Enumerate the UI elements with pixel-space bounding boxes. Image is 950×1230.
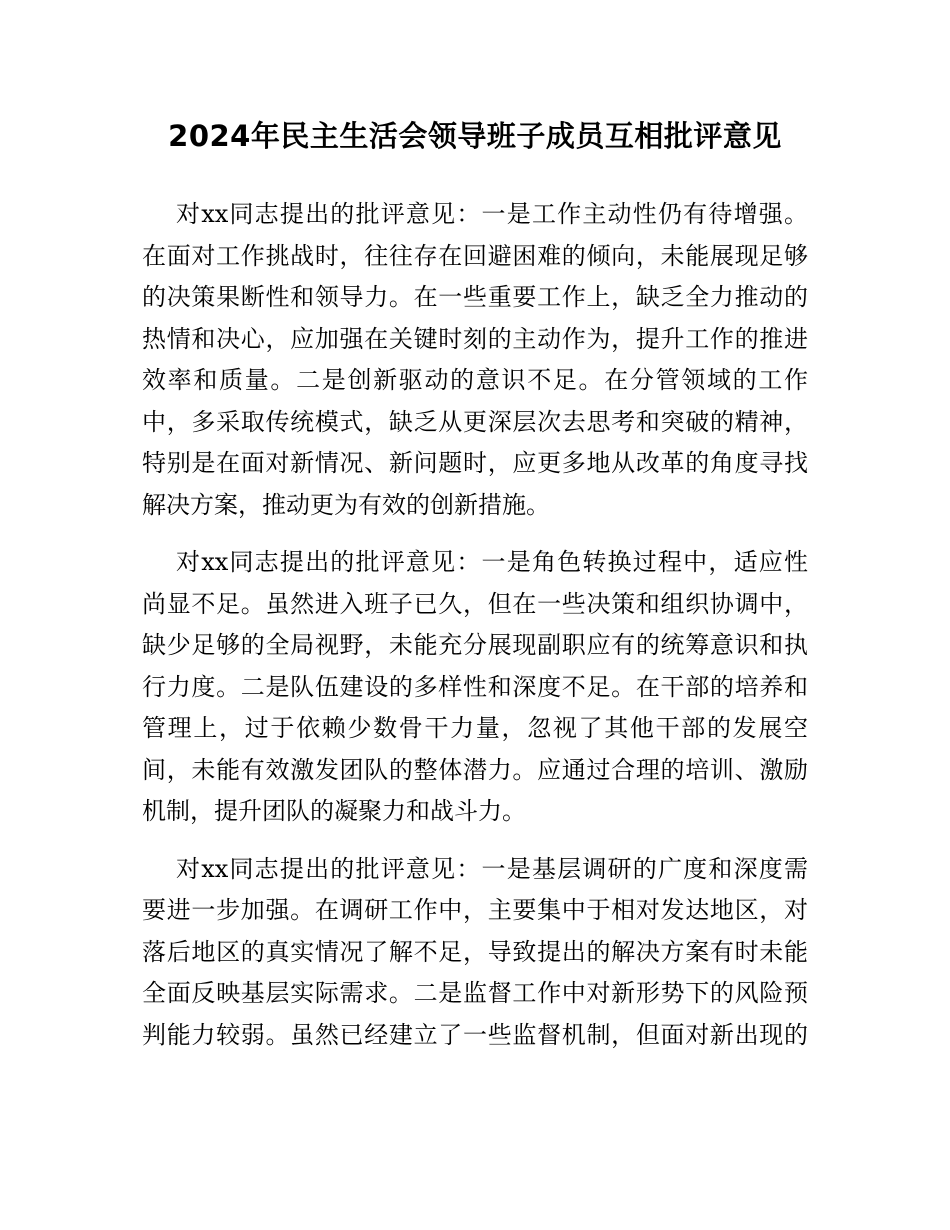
text-line: 间，未能有效激发团队的整体潜力。应通过合理的培训、激励: [142, 755, 808, 784]
text-line: 对xx同志提出的批评意见：一是基层调研的广度和深度需: [176, 854, 808, 883]
text-line: 判能力较弱。虽然已经建立了一些监督机制，但面对新出现的: [142, 1020, 808, 1049]
text-line: 落后地区的真实情况了解不足，导致提出的解决方案有时未能: [142, 937, 808, 966]
paragraph: [142, 849, 808, 1057]
text-line: 中，多采取传统模式，缺乏从更深层次去思考和突破的精神，: [142, 407, 808, 436]
text-line: 热情和决心，应加强在关键时刻的主动作为，提升工作的推进: [142, 324, 808, 353]
paragraph: [142, 194, 808, 526]
text-line: 效率和质量。二是创新驱动的意识不足。在分管领域的工作: [142, 366, 808, 394]
text-line: 缺少足够的全局视野，未能充分展现副职应有的统筹意识和执: [142, 631, 808, 659]
text-line: 管理上，过于依赖少数骨干力量，忽视了其他干部的发展空: [142, 714, 808, 742]
text-line: 特别是在面对新情况、新问题时，应更多地从改革的角度寻找: [142, 449, 808, 477]
text-line: 对xx同志提出的批评意见：一是角色转换过程中，适应性: [176, 548, 808, 576]
text-line: 对xx同志提出的批评意见：一是工作主动性仍有待增强。: [176, 200, 808, 228]
text-line: 要进一步加强。在调研工作中，主要集中于相对发达地区，对: [142, 896, 808, 924]
paragraph: [142, 542, 808, 833]
text-line: 尚显不足。虽然进入班子已久，但在一些决策和组织协调中，: [142, 589, 808, 618]
document-title: 2024年民主生活会领导班子成员互相批评意见: [168, 119, 782, 153]
document-body: [142, 194, 808, 1072]
text-line: 的决策果断性和领导力。在一些重要工作上，缺乏全力推动的: [142, 283, 808, 311]
text-line: 行力度。二是队伍建设的多样性和深度不足。在干部的培养和: [142, 672, 808, 701]
text-line: 机制，提升团队的凝聚力和战斗力。: [142, 797, 526, 825]
text-line: 在面对工作挑战时，往往存在回避困难的倾向，未能展现足够: [142, 241, 808, 270]
text-line: 全面反映基层实际需求。二是监督工作中对新形势下的风险预: [142, 979, 808, 1007]
text-line: 解决方案，推动更为有效的创新措施。: [142, 490, 550, 519]
